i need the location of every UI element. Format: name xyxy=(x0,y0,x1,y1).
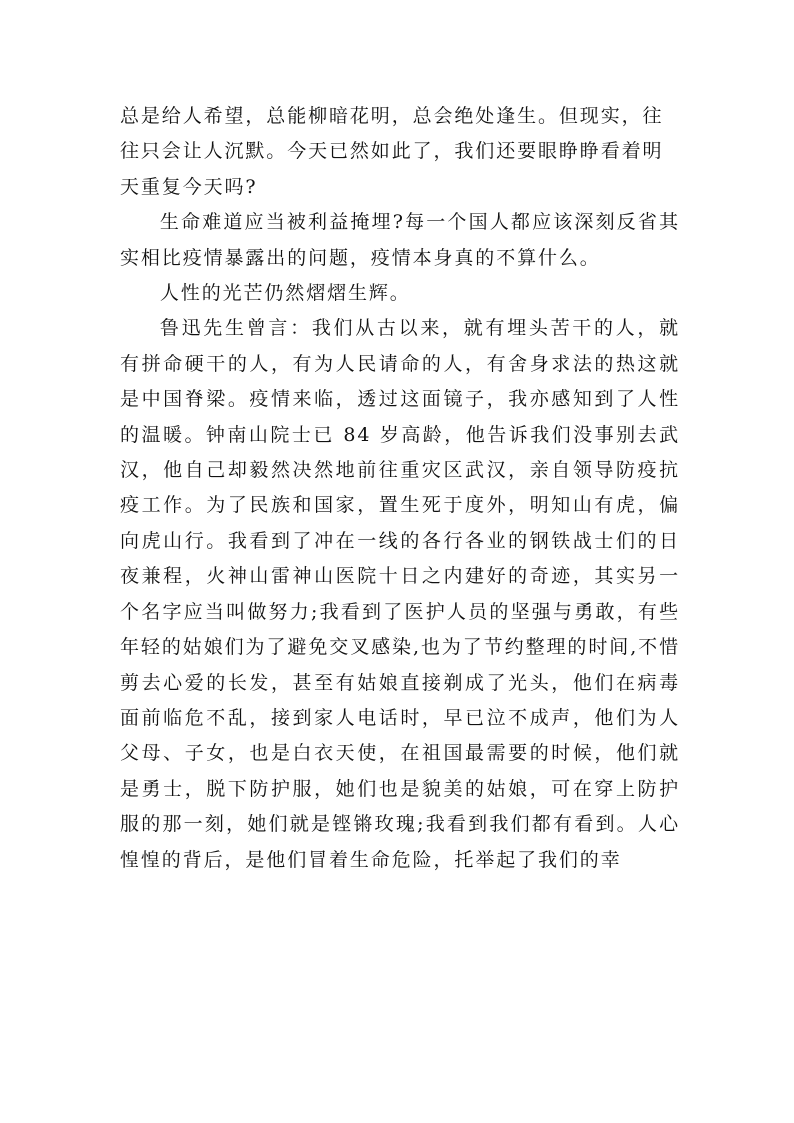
body-text xyxy=(120,99,680,878)
paragraph-3: 人性的光芒仍然熠熠生辉。 xyxy=(159,282,411,305)
paragraph-4: 鲁迅先生曾言：我们从古以来，就有埋头苦干的人，就有拼命硬干的人，有为人民请命的人，有舍身求法的热这就是中国脊梁。疫情来临，透过这面镜子，我亦感知到了人性的温暖。钟南山院士已 84 岁高龄，他告诉我们没事别去武汉，他自己却毅然决然地前往重灾区武汉，亲自领导防疫抗疫工作。为了民族和国家，置生死于度外，明知山有虎，偏向虎山行。我看到了冲在一线的各行各业的钢铁战士们的日夜兼程，火神山雷神山医院十日之内建好的奇迹，其实另一个名字应当叫做努力;我看到了医护人员的坚强与勇敢，有些年轻的姑娘们为了避免交叉感染,也为了节约整理的时间,不惜剪去心爱的长发，甚至有姑娘直接剃成了光头，他们在病毒面前临危不乱，接到家人电话时，早已泣不成声，他们为人父母、子女，也是白衣天使，在祖国最需要的时候，他们就是勇士，脱下防护服，她们也是貌美的姑娘，可在穿上防护服的那一刻，她们就是铿锵玫瑰;我看到我们都有看到。人心惶惶的背后，是他们冒着生命危险，托举起了我们的幸 xyxy=(120,317,680,871)
paragraph-1: 总是给人希望，总能柳暗花明，总会绝处逢生。但现实，往往只会让人沉默。今天已然如此了，我们还要眼睁睁看着明天重复今天吗? xyxy=(120,105,664,198)
paragraph-2: 生命难道应当被利益掩埋?每一个国人都应该深刻反省其实相比疫情暴露出的问题，疫情本身真的不算什么。 xyxy=(120,211,680,269)
